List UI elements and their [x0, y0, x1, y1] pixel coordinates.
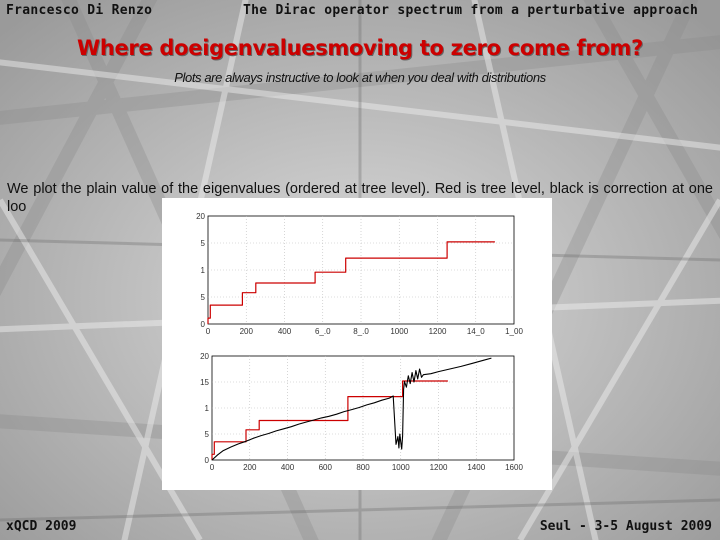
y-tick-label: 0 [204, 456, 209, 465]
one-loop-eigenvalue-plot [162, 346, 552, 490]
y-tick-label: 5 [200, 239, 205, 248]
x-tick-label: 1_00 [505, 327, 523, 336]
y-tick-label: 20 [196, 212, 205, 221]
conference-date: Seul - 3-5 August 2009 [539, 519, 712, 534]
y-tick-label: 1 [204, 404, 209, 413]
x-tick-label: 1400 [467, 463, 486, 472]
eigenvalue-figure [162, 198, 552, 490]
y-tick-label: 5 [204, 430, 209, 439]
y-tick-label: 0 [200, 320, 205, 329]
x-tick-label: 8_.0 [353, 327, 369, 336]
y-tick-label: 1 [200, 266, 205, 275]
slide-body-text: We plot the plain value of the eigenvalues (ordered at tree level). Red is tree level, black is correction at one loo [7, 181, 713, 215]
x-tick-label: 1200 [429, 463, 448, 472]
author-name: Francesco Di Renzo [6, 3, 153, 18]
x-tick-label: 200 [239, 327, 253, 336]
slide-subtitle: Plots are always instructive to look at when you deal with distributions [174, 70, 546, 85]
slide-title: Where doeigenvaluesmoving to zero come from? [76, 36, 644, 60]
x-tick-label: 1000 [391, 463, 410, 472]
talk-title: The Dirac operator spectrum from a perturbative approach [243, 3, 699, 18]
y-tick-label: 5 [200, 293, 205, 302]
tree-level-eigenvalue-plot [162, 198, 552, 343]
x-tick-label: 400 [280, 463, 295, 472]
x-tick-label: 200 [243, 463, 257, 472]
conference-name: xQCD 2009 [6, 519, 77, 534]
y-tick-label: 15 [200, 378, 209, 387]
x-tick-label: 14_0 [466, 327, 485, 336]
bottom-plot-wrap [162, 346, 552, 490]
x-tick-label: 800 [356, 463, 370, 472]
x-tick-label: 0 [209, 463, 215, 472]
x-tick-label: 600 [318, 463, 332, 472]
y-tick-label: 20 [200, 352, 209, 361]
x-tick-label: 1000 [390, 327, 409, 336]
x-tick-label: 0 [205, 327, 211, 336]
x-tick-label: 400 [277, 327, 292, 336]
x-tick-label: 1600 [505, 463, 523, 472]
x-tick-label: 1200 [428, 327, 447, 336]
x-tick-label: 6_.0 [314, 327, 331, 336]
